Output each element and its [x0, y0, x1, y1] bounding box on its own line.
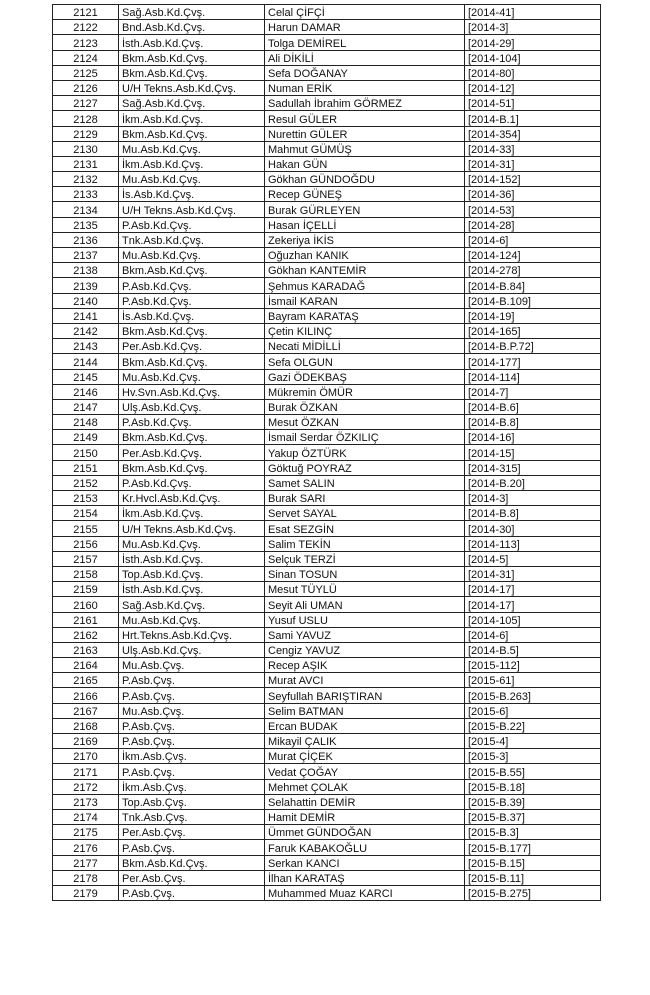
- rank-cell: U/H Tekns.Asb.Kd.Çvş.: [119, 80, 265, 95]
- name-cell: Gökhan KANTEMİR: [265, 263, 465, 278]
- code-cell: [2014-53]: [465, 202, 601, 217]
- table-row: [53, 187, 601, 202]
- name-cell: Harun DAMAR: [265, 20, 465, 35]
- name-cell: Göktuğ POYRAZ: [265, 460, 465, 475]
- table-row: [53, 582, 601, 597]
- row-number-cell: 2143: [53, 339, 119, 354]
- row-number-cell: 2165: [53, 673, 119, 688]
- code-cell: [2015-B.177]: [465, 840, 601, 855]
- rank-cell: İsth.Asb.Kd.Çvş.: [119, 551, 265, 566]
- rank-cell: Bkm.Asb.Kd.Çvş.: [119, 354, 265, 369]
- name-cell: Servet SAYAL: [265, 506, 465, 521]
- table-row: [53, 308, 601, 323]
- rank-cell: P.Asb.Çvş.: [119, 673, 265, 688]
- row-number-cell: 2155: [53, 521, 119, 536]
- code-cell: [2014-B.1]: [465, 111, 601, 126]
- name-cell: Çetin KILINÇ: [265, 323, 465, 338]
- code-cell: [2014-41]: [465, 5, 601, 20]
- rank-cell: Mu.Asb.Kd.Çvş.: [119, 172, 265, 187]
- code-cell: [2014-152]: [465, 172, 601, 187]
- row-number-cell: 2133: [53, 187, 119, 202]
- table-row: [53, 536, 601, 551]
- name-cell: Sefa DOĞANAY: [265, 65, 465, 80]
- rank-cell: İkm.Asb.Kd.Çvş.: [119, 111, 265, 126]
- rank-cell: Mu.Asb.Kd.Çvş.: [119, 369, 265, 384]
- table-row: [53, 627, 601, 642]
- code-cell: [2014-124]: [465, 248, 601, 263]
- table-row: [53, 430, 601, 445]
- code-cell: [2014-114]: [465, 369, 601, 384]
- row-number-cell: 2168: [53, 718, 119, 733]
- code-cell: [2014-31]: [465, 566, 601, 581]
- code-cell: [2014-354]: [465, 126, 601, 141]
- rank-cell: Mu.Asb.Çvş.: [119, 658, 265, 673]
- name-cell: Burak SARI: [265, 491, 465, 506]
- rank-cell: P.Asb.Çvş.: [119, 764, 265, 779]
- table-row: [53, 293, 601, 308]
- code-cell: [2014-B.109]: [465, 293, 601, 308]
- code-cell: [2014-315]: [465, 460, 601, 475]
- row-number-cell: 2151: [53, 460, 119, 475]
- row-number-cell: 2164: [53, 658, 119, 673]
- row-number-cell: 2148: [53, 415, 119, 430]
- table-row: [53, 126, 601, 141]
- row-number-cell: 2144: [53, 354, 119, 369]
- table-row: [53, 506, 601, 521]
- code-cell: [2014-B.6]: [465, 399, 601, 414]
- row-number-cell: 2129: [53, 126, 119, 141]
- row-number-cell: 2158: [53, 566, 119, 581]
- name-cell: Gökhan GÜNDOĞDU: [265, 172, 465, 187]
- row-number-cell: 2122: [53, 20, 119, 35]
- code-cell: [2015-B.15]: [465, 855, 601, 870]
- table-row: [53, 217, 601, 232]
- row-number-cell: 2141: [53, 308, 119, 323]
- name-cell: Burak GÜRLEYEN: [265, 202, 465, 217]
- name-cell: Hasan İÇELLİ: [265, 217, 465, 232]
- code-cell: [2015-B.37]: [465, 809, 601, 824]
- rank-cell: P.Asb.Kd.Çvş.: [119, 415, 265, 430]
- name-cell: Mahmut GÜMÜŞ: [265, 141, 465, 156]
- rank-cell: Mu.Asb.Kd.Çvş.: [119, 536, 265, 551]
- rank-cell: P.Asb.Çvş.: [119, 734, 265, 749]
- rank-cell: Bnd.Asb.Kd.Çvş.: [119, 20, 265, 35]
- table-row: [53, 339, 601, 354]
- rank-cell: Bkm.Asb.Kd.Çvş.: [119, 430, 265, 445]
- code-cell: [2014-278]: [465, 263, 601, 278]
- rank-cell: Bkm.Asb.Kd.Çvş.: [119, 65, 265, 80]
- name-cell: Gazi ÖDEKBAŞ: [265, 369, 465, 384]
- rank-cell: İkm.Asb.Kd.Çvş.: [119, 156, 265, 171]
- code-cell: [2014-6]: [465, 232, 601, 247]
- name-cell: Bayram KARATAŞ: [265, 308, 465, 323]
- rank-cell: Top.Asb.Kd.Çvş.: [119, 566, 265, 581]
- name-cell: Hamit DEMİR: [265, 809, 465, 824]
- rank-cell: Top.Asb.Çvş.: [119, 794, 265, 809]
- name-cell: Muhammed Muaz KARCI: [265, 885, 465, 900]
- name-cell: Yakup ÖZTÜRK: [265, 445, 465, 460]
- rank-cell: P.Asb.Kd.Çvş.: [119, 475, 265, 490]
- code-cell: [2015-6]: [465, 703, 601, 718]
- row-number-cell: 2171: [53, 764, 119, 779]
- code-cell: [2015-112]: [465, 658, 601, 673]
- row-number-cell: 2138: [53, 263, 119, 278]
- row-number-cell: 2147: [53, 399, 119, 414]
- rank-cell: U/H Tekns.Asb.Kd.Çvş.: [119, 202, 265, 217]
- row-number-cell: 2128: [53, 111, 119, 126]
- rank-cell: Hv.Svn.Asb.Kd.Çvş.: [119, 384, 265, 399]
- row-number-cell: 2179: [53, 885, 119, 900]
- rank-cell: Mu.Asb.Çvş.: [119, 703, 265, 718]
- row-number-cell: 2152: [53, 475, 119, 490]
- code-cell: [2014-B.8]: [465, 506, 601, 521]
- row-number-cell: 2146: [53, 384, 119, 399]
- table-row: [53, 354, 601, 369]
- name-cell: Nurettin GÜLER: [265, 126, 465, 141]
- row-number-cell: 2176: [53, 840, 119, 855]
- code-cell: [2014-17]: [465, 597, 601, 612]
- table-row: [53, 156, 601, 171]
- rank-cell: Mu.Asb.Kd.Çvş.: [119, 248, 265, 263]
- name-cell: Burak ÖZKAN: [265, 399, 465, 414]
- table-row: [53, 673, 601, 688]
- table-row: [53, 65, 601, 80]
- table-row: [53, 794, 601, 809]
- rank-cell: U/H Tekns.Asb.Kd.Çvş.: [119, 521, 265, 536]
- row-number-cell: 2161: [53, 612, 119, 627]
- name-cell: Mesut ÖZKAN: [265, 415, 465, 430]
- name-cell: Samet SALIN: [265, 475, 465, 490]
- row-number-cell: 2121: [53, 5, 119, 20]
- rank-cell: Kr.Hvcl.Asb.Kd.Çvş.: [119, 491, 265, 506]
- code-cell: [2015-61]: [465, 673, 601, 688]
- rank-cell: Bkm.Asb.Kd.Çvş.: [119, 323, 265, 338]
- row-number-cell: 2136: [53, 232, 119, 247]
- row-number-cell: 2166: [53, 688, 119, 703]
- code-cell: [2014-28]: [465, 217, 601, 232]
- code-cell: [2014-33]: [465, 141, 601, 156]
- row-number-cell: 2173: [53, 794, 119, 809]
- code-cell: [2014-17]: [465, 582, 601, 597]
- name-cell: Murat ÇİÇEK: [265, 749, 465, 764]
- rank-cell: İkm.Asb.Çvş.: [119, 779, 265, 794]
- row-number-cell: 2174: [53, 809, 119, 824]
- table-row: [53, 369, 601, 384]
- table-row: [53, 840, 601, 855]
- table-row: [53, 278, 601, 293]
- code-cell: [2014-12]: [465, 80, 601, 95]
- name-cell: Serkan KANCI: [265, 855, 465, 870]
- name-cell: Oğuzhan KANIK: [265, 248, 465, 263]
- code-cell: [2014-7]: [465, 384, 601, 399]
- table-row: [53, 642, 601, 657]
- name-cell: Hakan GÜN: [265, 156, 465, 171]
- row-number-cell: 2175: [53, 825, 119, 840]
- table-row: [53, 825, 601, 840]
- table-row: [53, 232, 601, 247]
- code-cell: [2014-105]: [465, 612, 601, 627]
- table-row: [53, 521, 601, 536]
- row-number-cell: 2153: [53, 491, 119, 506]
- table-row: [53, 399, 601, 414]
- name-cell: Necati MİDİLLİ: [265, 339, 465, 354]
- row-number-cell: 2154: [53, 506, 119, 521]
- row-number-cell: 2162: [53, 627, 119, 642]
- name-cell: Seyfullah BARIŞTIRAN: [265, 688, 465, 703]
- name-cell: Faruk KABAKOĞLU: [265, 840, 465, 855]
- name-cell: Numan ERİK: [265, 80, 465, 95]
- table-row: [53, 202, 601, 217]
- name-cell: Selim BATMAN: [265, 703, 465, 718]
- code-cell: [2014-36]: [465, 187, 601, 202]
- personnel-table: [52, 4, 601, 901]
- rank-cell: P.Asb.Kd.Çvş.: [119, 278, 265, 293]
- code-cell: [2015-3]: [465, 749, 601, 764]
- row-number-cell: 2169: [53, 734, 119, 749]
- rank-cell: P.Asb.Çvş.: [119, 718, 265, 733]
- table-row: [53, 855, 601, 870]
- name-cell: Esat SEZGİN: [265, 521, 465, 536]
- code-cell: [2015-B.22]: [465, 718, 601, 733]
- code-cell: [2014-51]: [465, 96, 601, 111]
- row-number-cell: 2160: [53, 597, 119, 612]
- rank-cell: Per.Asb.Çvş.: [119, 825, 265, 840]
- rank-cell: Bkm.Asb.Kd.Çvş.: [119, 263, 265, 278]
- rank-cell: İs.Asb.Kd.Çvş.: [119, 308, 265, 323]
- name-cell: Zekeriya İKİS: [265, 232, 465, 247]
- table-row: [53, 172, 601, 187]
- row-number-cell: 2145: [53, 369, 119, 384]
- name-cell: Mehmet ÇOLAK: [265, 779, 465, 794]
- row-number-cell: 2177: [53, 855, 119, 870]
- table-row: [53, 764, 601, 779]
- rank-cell: P.Asb.Çvş.: [119, 840, 265, 855]
- name-cell: Şehmus KARADAĞ: [265, 278, 465, 293]
- table-row: [53, 658, 601, 673]
- rank-cell: İsth.Asb.Kd.Çvş.: [119, 35, 265, 50]
- row-number-cell: 2167: [53, 703, 119, 718]
- name-cell: Mikayil ÇALIK: [265, 734, 465, 749]
- rank-cell: Sağ.Asb.Kd.Çvş.: [119, 5, 265, 20]
- rank-cell: İkm.Asb.Kd.Çvş.: [119, 506, 265, 521]
- row-number-cell: 2157: [53, 551, 119, 566]
- name-cell: İlhan KARATAŞ: [265, 870, 465, 885]
- code-cell: [2014-29]: [465, 35, 601, 50]
- name-cell: Ümmet GÜNDOĞAN: [265, 825, 465, 840]
- name-cell: Resul GÜLER: [265, 111, 465, 126]
- code-cell: [2014-80]: [465, 65, 601, 80]
- code-cell: [2014-104]: [465, 50, 601, 65]
- code-cell: [2014-16]: [465, 430, 601, 445]
- rank-cell: Bkm.Asb.Kd.Çvş.: [119, 460, 265, 475]
- row-number-cell: 2178: [53, 870, 119, 885]
- row-number-cell: 2163: [53, 642, 119, 657]
- table-row: [53, 809, 601, 824]
- rank-cell: Bkm.Asb.Kd.Çvş.: [119, 50, 265, 65]
- row-number-cell: 2132: [53, 172, 119, 187]
- row-number-cell: 2142: [53, 323, 119, 338]
- code-cell: [2014-30]: [465, 521, 601, 536]
- rank-cell: İsth.Asb.Kd.Çvş.: [119, 582, 265, 597]
- code-cell: [2014-3]: [465, 20, 601, 35]
- row-number-cell: 2126: [53, 80, 119, 95]
- table-row: [53, 688, 601, 703]
- name-cell: Celal ÇİFÇİ: [265, 5, 465, 20]
- name-cell: Ercan BUDAK: [265, 718, 465, 733]
- code-cell: [2015-B.11]: [465, 870, 601, 885]
- name-cell: Yusuf USLU: [265, 612, 465, 627]
- row-number-cell: 2135: [53, 217, 119, 232]
- table-row: [53, 5, 601, 20]
- table-row: [53, 445, 601, 460]
- table-row: [53, 141, 601, 156]
- code-cell: [2014-B.P.72]: [465, 339, 601, 354]
- name-cell: Recep AŞIK: [265, 658, 465, 673]
- row-number-cell: 2125: [53, 65, 119, 80]
- table-row: [53, 35, 601, 50]
- row-number-cell: 2130: [53, 141, 119, 156]
- row-number-cell: 2134: [53, 202, 119, 217]
- table-row: [53, 703, 601, 718]
- name-cell: Selahattin DEMİR: [265, 794, 465, 809]
- table-row: [53, 111, 601, 126]
- code-cell: [2014-177]: [465, 354, 601, 369]
- rank-cell: Sağ.Asb.Kd.Çvş.: [119, 597, 265, 612]
- table-row: [53, 885, 601, 900]
- name-cell: Ali DİKİLİ: [265, 50, 465, 65]
- row-number-cell: 2127: [53, 96, 119, 111]
- code-cell: [2014-165]: [465, 323, 601, 338]
- name-cell: Sefa OLGUN: [265, 354, 465, 369]
- rank-cell: Tnk.Asb.Çvş.: [119, 809, 265, 824]
- rank-cell: Mu.Asb.Kd.Çvş.: [119, 612, 265, 627]
- name-cell: Recep GÜNEŞ: [265, 187, 465, 202]
- name-cell: Mesut TÜYLÜ: [265, 582, 465, 597]
- row-number-cell: 2149: [53, 430, 119, 445]
- name-cell: İsmail Serdar ÖZKILIÇ: [265, 430, 465, 445]
- rank-cell: P.Asb.Kd.Çvş.: [119, 217, 265, 232]
- rank-cell: Hrt.Tekns.Asb.Kd.Çvş.: [119, 627, 265, 642]
- table-row: [53, 263, 601, 278]
- name-cell: Salim TEKİN: [265, 536, 465, 551]
- rank-cell: Bkm.Asb.Kd.Çvş.: [119, 855, 265, 870]
- code-cell: [2014-15]: [465, 445, 601, 460]
- table-row: [53, 384, 601, 399]
- row-number-cell: 2159: [53, 582, 119, 597]
- table-row: [53, 870, 601, 885]
- code-cell: [2014-B.20]: [465, 475, 601, 490]
- code-cell: [2014-5]: [465, 551, 601, 566]
- table-row: [53, 475, 601, 490]
- name-cell: Sinan TOSUN: [265, 566, 465, 581]
- code-cell: [2014-6]: [465, 627, 601, 642]
- code-cell: [2014-B.84]: [465, 278, 601, 293]
- table-row: [53, 323, 601, 338]
- rank-cell: P.Asb.Çvş.: [119, 688, 265, 703]
- code-cell: [2015-4]: [465, 734, 601, 749]
- table-row: [53, 460, 601, 475]
- row-number-cell: 2137: [53, 248, 119, 263]
- rank-cell: Per.Asb.Kd.Çvş.: [119, 445, 265, 460]
- rank-cell: Per.Asb.Kd.Çvş.: [119, 339, 265, 354]
- table-row: [53, 551, 601, 566]
- name-cell: Sadullah İbrahim GÖRMEZ: [265, 96, 465, 111]
- code-cell: [2014-113]: [465, 536, 601, 551]
- rank-cell: İkm.Asb.Çvş.: [119, 749, 265, 764]
- table-row: [53, 597, 601, 612]
- rank-cell: P.Asb.Kd.Çvş.: [119, 293, 265, 308]
- name-cell: Seyit Ali UMAN: [265, 597, 465, 612]
- name-cell: Tolga DEMİREL: [265, 35, 465, 50]
- code-cell: [2014-19]: [465, 308, 601, 323]
- row-number-cell: 2156: [53, 536, 119, 551]
- rank-cell: Ulş.Asb.Kd.Çvş.: [119, 399, 265, 414]
- code-cell: [2014-31]: [465, 156, 601, 171]
- name-cell: Sami YAVUZ: [265, 627, 465, 642]
- table-row: [53, 612, 601, 627]
- row-number-cell: 2124: [53, 50, 119, 65]
- table-row: [53, 248, 601, 263]
- name-cell: Vedat ÇOĞAY: [265, 764, 465, 779]
- table-row: [53, 734, 601, 749]
- table-row: [53, 779, 601, 794]
- rank-cell: Mu.Asb.Kd.Çvş.: [119, 141, 265, 156]
- table-row: [53, 566, 601, 581]
- table-row: [53, 50, 601, 65]
- table-row: [53, 718, 601, 733]
- rank-cell: Tnk.Asb.Kd.Çvş.: [119, 232, 265, 247]
- name-cell: İsmail KARAN: [265, 293, 465, 308]
- row-number-cell: 2150: [53, 445, 119, 460]
- name-cell: Murat AVCI: [265, 673, 465, 688]
- code-cell: [2015-B.275]: [465, 885, 601, 900]
- rank-cell: Per.Asb.Çvş.: [119, 870, 265, 885]
- table-body: [53, 5, 601, 901]
- table-row: [53, 415, 601, 430]
- row-number-cell: 2140: [53, 293, 119, 308]
- name-cell: Mükremin ÖMÜR: [265, 384, 465, 399]
- code-cell: [2014-B.8]: [465, 415, 601, 430]
- code-cell: [2014-3]: [465, 491, 601, 506]
- rank-cell: Bkm.Asb.Kd.Çvş.: [119, 126, 265, 141]
- rank-cell: Ulş.Asb.Kd.Çvş.: [119, 642, 265, 657]
- table-row: [53, 749, 601, 764]
- name-cell: Cengiz YAVUZ: [265, 642, 465, 657]
- rank-cell: P.Asb.Çvş.: [119, 885, 265, 900]
- table-row: [53, 491, 601, 506]
- row-number-cell: 2172: [53, 779, 119, 794]
- code-cell: [2015-B.18]: [465, 779, 601, 794]
- row-number-cell: 2131: [53, 156, 119, 171]
- table-row: [53, 80, 601, 95]
- code-cell: [2015-B.39]: [465, 794, 601, 809]
- rank-cell: İs.Asb.Kd.Çvş.: [119, 187, 265, 202]
- code-cell: [2015-B.3]: [465, 825, 601, 840]
- row-number-cell: 2123: [53, 35, 119, 50]
- name-cell: Selçuk TERZİ: [265, 551, 465, 566]
- code-cell: [2015-B.55]: [465, 764, 601, 779]
- code-cell: [2014-B.5]: [465, 642, 601, 657]
- code-cell: [2015-B.263]: [465, 688, 601, 703]
- row-number-cell: 2170: [53, 749, 119, 764]
- row-number-cell: 2139: [53, 278, 119, 293]
- table-row: [53, 20, 601, 35]
- table-row: [53, 96, 601, 111]
- rank-cell: Sağ.Asb.Kd.Çvş.: [119, 96, 265, 111]
